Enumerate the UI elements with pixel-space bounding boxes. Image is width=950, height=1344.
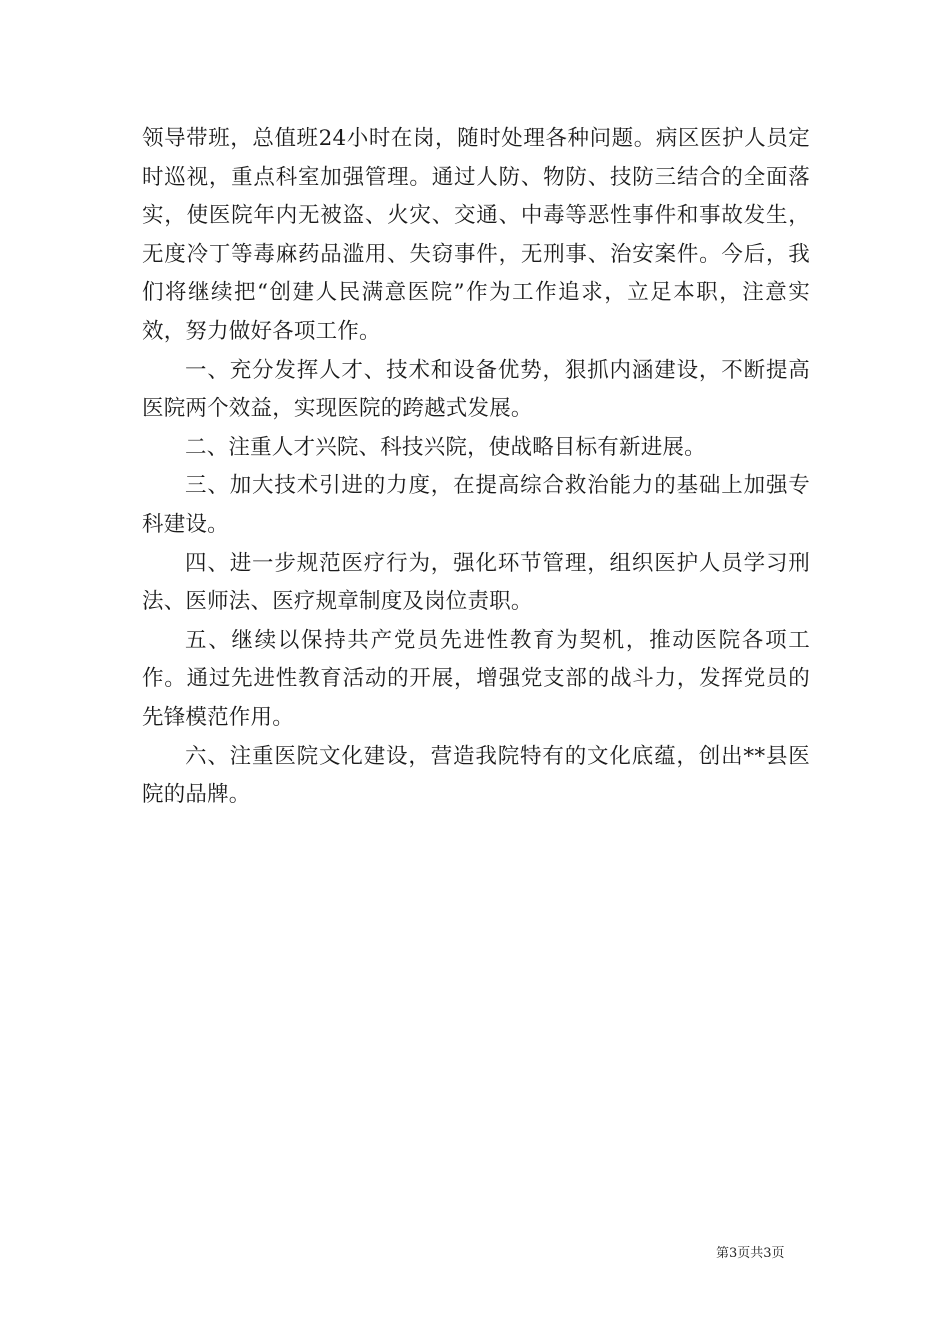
paragraph-item-6: 六、注重医院文化建设，营造我院特有的文化底蕴，创出**县医院的品牌。 bbox=[142, 743, 810, 808]
document-body bbox=[142, 120, 810, 815]
paragraph-item-4: 四、进一步规范医疗行为，强化环节管理，组织医护人员学习刑法、医师法、医疗规章制度及岗位责职。 bbox=[142, 550, 810, 615]
paragraph-item-2: 二、注重人才兴院、科技兴院，使战略目标有新进展。 bbox=[185, 434, 706, 460]
paragraph-intro: 领导带班，总值班24小时在岗，随时处理各种问题。病区医护人员定时巡视，重点科室加强管理。通过人防、物防、技防三结合的全面落实，使医院年内无被盗、火灾、交通、中毒等恶性事件和事故发生，无度冷丁等毒麻药品滥用、失窃事件，无刑事、治安案件。今后，我们将继续把“创建人民满意医院”作为工作追求，立足本职，注意实效，努力做好各项工作。 bbox=[142, 126, 810, 344]
paragraph-item-3: 三、加大技术引进的力度，在提高综合救治能力的基础上加强专科建设。 bbox=[142, 473, 810, 537]
page-number-footer: 第3页共3页 bbox=[716, 1246, 785, 1261]
paragraph-item-1: 一、充分发挥人才、技术和设备优势，狠抓内涵建设，不断提高医院两个效益，实现医院的跨越式发展。 bbox=[142, 357, 810, 422]
paragraph-item-5: 五、继续以保持共产党员先进性教育为契机，推动医院各项工作。通过先进性教育活动的开展，增强党支部的战斗力，发挥党员的先锋模范作用。 bbox=[142, 627, 810, 730]
